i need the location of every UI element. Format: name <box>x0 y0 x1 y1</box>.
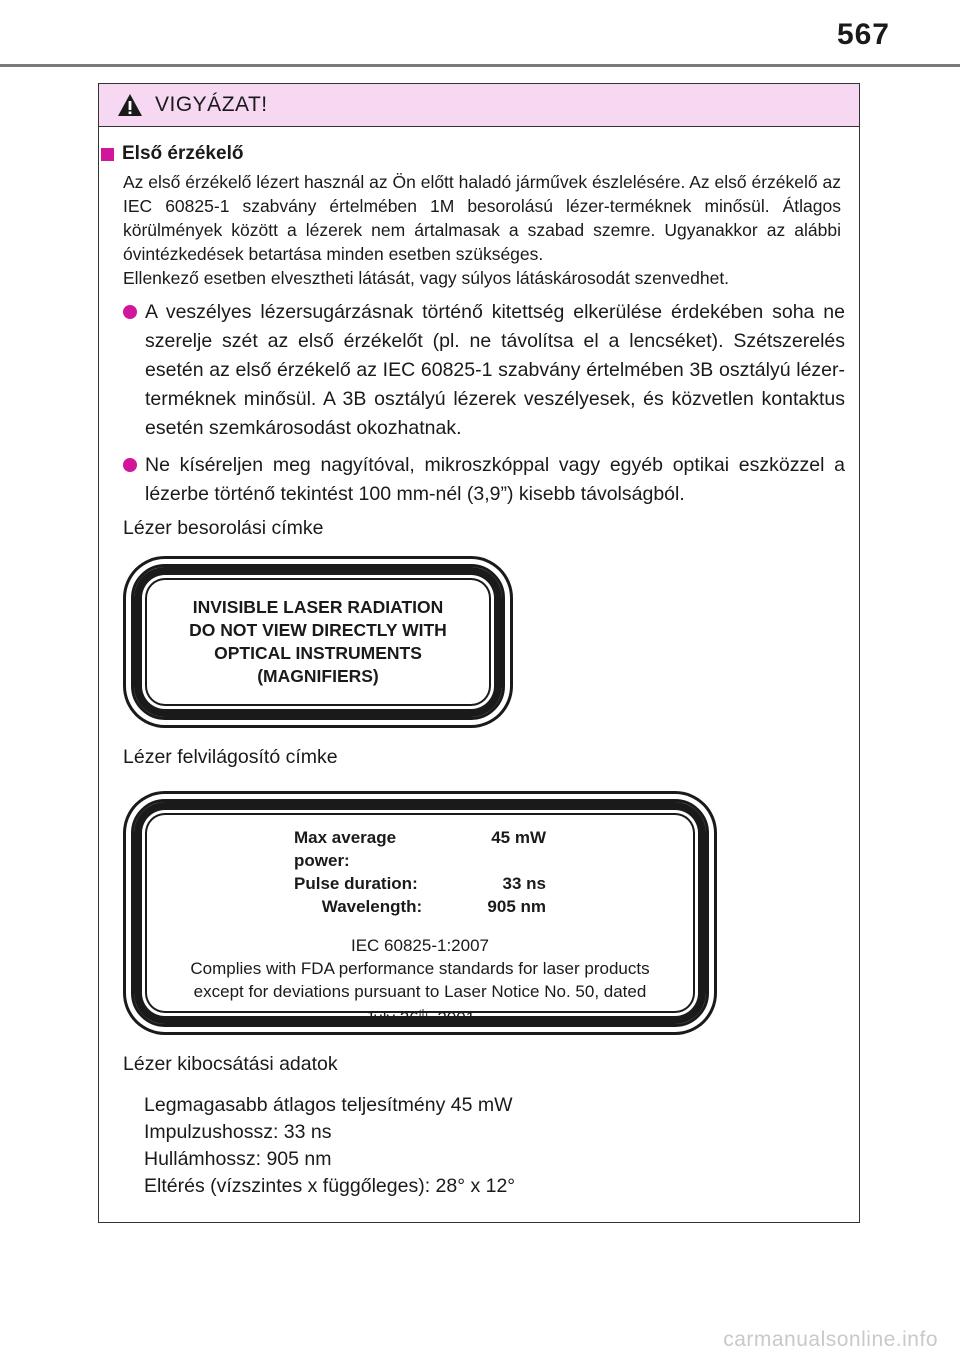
date-superscript: th <box>418 1008 428 1020</box>
top-divider <box>0 64 960 67</box>
data-item: Eltérés (vízszintes x függőleges): 28° x 12° <box>144 1175 516 1197</box>
bullet-dot-icon <box>123 305 137 319</box>
spacer <box>134 918 706 934</box>
laser-classification-label <box>131 564 505 720</box>
caution-box <box>98 83 860 1223</box>
laser-explanatory-label <box>131 799 709 1027</box>
label1-line: INVISIBLE LASER RADIATION <box>192 597 444 617</box>
caution-header <box>99 84 859 127</box>
caution-title: VIGYÁZAT! <box>155 93 268 116</box>
list-item <box>123 298 845 443</box>
label2-caption: Lézer felvilágosító címke <box>123 746 338 768</box>
intro-warning-text: Ellenkező esetben elvesztheti látását, vagy súlyos látáskárosodát szenvedhet. <box>123 268 730 288</box>
warning-triangle-icon <box>117 93 143 117</box>
list-item <box>123 451 845 509</box>
compliance-text: except for deviations pursuant to Laser Notice No. 50, dated <box>193 982 647 1001</box>
section-title <box>101 143 851 165</box>
data-item: Impulzushossz: 33 ns <box>144 1121 332 1143</box>
data-caption: Lézer kibocsátási adatok <box>123 1053 338 1075</box>
compliance-text: Complies with FDA performance standards for laser products <box>190 959 650 978</box>
section-title-text: Első érzékelő <box>122 143 244 164</box>
spec-line <box>134 895 706 918</box>
bullet-list <box>99 298 851 509</box>
compliance-date <box>134 1003 706 1030</box>
label1-line: DO NOT VIEW DIRECTLY WITH <box>189 620 447 640</box>
spec-value: 33 ns <box>502 874 546 893</box>
data-item: Legmagasabb átlagos teljesítmény 45 mW <box>144 1094 513 1116</box>
bullet-text: A veszélyes lézersugárzásnak történő kitettség elkerülése érdekében soha ne szerelje szét az első érzékelőt (pl. ne távolítsa el a lencséket). Szétszerelés esetén az első érzékelő az IEC 60825-1 szabvány értelmében 3B osztályú lézer-terméknek minősül. A 3B osztályú lézerek veszélyesek, és közvetlen kontaktus esetén szemkárosodást okozhatnak. <box>145 301 845 439</box>
spec-line <box>134 826 706 872</box>
caution-content <box>99 127 859 1200</box>
spec-key: Pulse duration: <box>294 874 418 893</box>
intro-text: Az első érzékelő lézert használ az Ön előtt haladó járművek észlelésére. Az első érzékelő az IEC 60825-1 szabvány értelmében 1M besorolású lézer-terméknek minősül. Átlagos körülmények között a lézerek nem ártalmasak a szabad szemre. Ugyanakkor az alábbi óvintézkedések betartása minden esetben szükséges. <box>123 172 841 264</box>
data-item: Hullámhossz: 905 nm <box>144 1148 332 1170</box>
label1-line: OPTICAL INSTRUMENTS <box>214 643 422 663</box>
watermark: carmanualsonline.info <box>723 1328 938 1351</box>
page-number: 567 <box>836 18 890 51</box>
spec-key: Wavelength: <box>321 897 423 916</box>
spec-line <box>134 872 706 895</box>
label1-caption: Lézer besorolási címke <box>123 517 324 539</box>
bullet-text: Ne kíséreljen meg nagyítóval, mikroszkóppal vagy egyéb optikai eszközzel a lézerbe történő tekintést 100 mm-nél (3,9”) kisebb távolságból. <box>145 454 845 505</box>
bullet-dot-icon <box>123 458 137 472</box>
spec-value: 45 mW <box>491 828 546 847</box>
square-bullet-icon <box>101 148 114 161</box>
intro-paragraph <box>123 170 841 290</box>
date-suffix: , 2001 <box>427 1008 476 1028</box>
spec-value: 905 nm <box>487 897 546 916</box>
date-prefix: July 26 <box>364 1008 419 1028</box>
emission-data-list <box>144 1092 851 1200</box>
label1-line: (MAGNIFIERS) <box>257 666 379 686</box>
spec-key: Max average power: <box>294 828 397 870</box>
standard-text: IEC 60825-1:2007 <box>351 936 489 955</box>
